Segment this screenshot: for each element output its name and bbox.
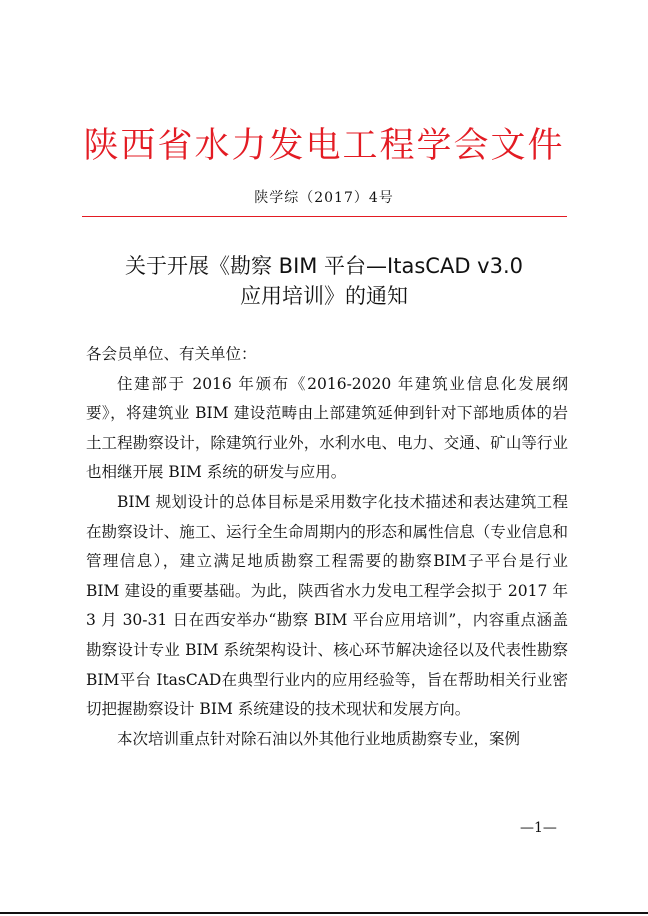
document-number: 陕学综（2017）4号 bbox=[254, 190, 394, 206]
salutation: 各会员单位、有关单位： bbox=[86, 345, 257, 363]
notice-title-line-2: 应用培训》的通知 bbox=[240, 284, 408, 308]
notice-title-line-1: 关于开展《勘察 BIM 平台—ItasCAD v3.0 bbox=[124, 254, 523, 278]
page-number: —1— bbox=[520, 820, 557, 836]
issuer-header-title: 陕西省水力发电工程学会文件 bbox=[83, 126, 565, 166]
page-bottom-rule bbox=[0, 912, 648, 914]
body-paragraph-1: 住建部于 2016 年颁布《2016-2020 年建筑业信息化发展纲要》，将建筑业 BIM 建设范畴由上部建筑延伸到针对下部地质体的岩土工程勘察设计，除建筑行业外，水利水电、电力、交通、矿山等行业也相继开展 BIM 系统的研发与应用。 bbox=[86, 374, 568, 482]
body-paragraph-3: 本次培训重点针对除石油以外其他行业地质勘察专业，案例 bbox=[117, 729, 521, 748]
notice-body bbox=[86, 340, 568, 754]
header-red-rule bbox=[82, 216, 567, 217]
notice-title bbox=[0, 251, 648, 311]
body-paragraph-2: BIM 规划设计的总体目标是采用数字化技术描述和表达建筑工程在勘察设计、施工、运行全生命周期内的形态和属性信息（专业信息和管理信息），建立满足地质勘察工程需要的勘察BIM子平台是行业 BIM 建设的重要基础。为此，陕西省水力发电工程学会拟于 2017 年 3 月 30-31 日在西安举办“勘察 BIM 平台应用培训”，内容重点涵盖勘察设计专业 BIM 系统架构设计、核心环节解决途径以及代表性勘察BIM平台 ItasCAD在典型行业内的应用经验等，旨在帮助相关行业密切把握勘察设计 BIM 系统建设的技术现状和发展方向。 bbox=[86, 492, 568, 719]
